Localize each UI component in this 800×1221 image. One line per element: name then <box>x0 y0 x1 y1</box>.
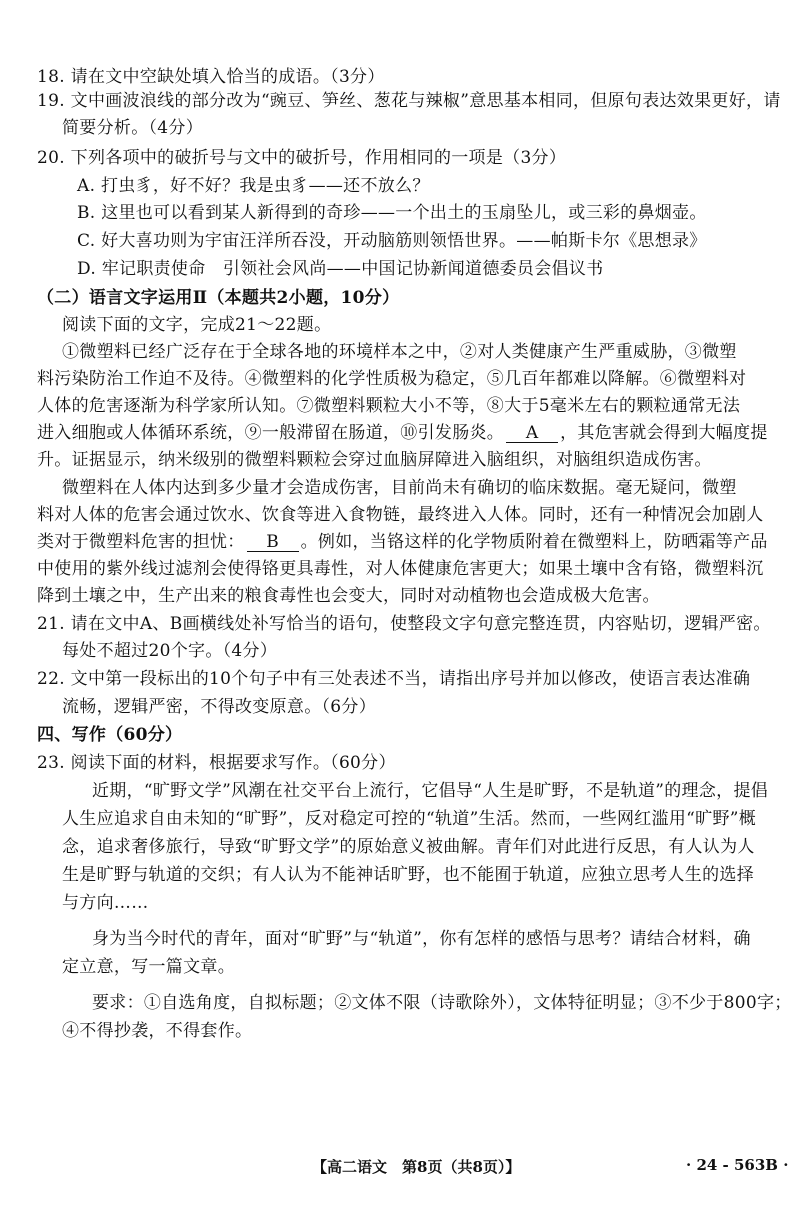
passage-1-line-2: 料污染防治工作迫不及待。④微塑料的化学性质极为稳定，⑤几百年都难以降解。⑥微塑料对 <box>37 369 747 389</box>
question-18: 18. 请在文中空缺处填入恰当的成语。（3分） <box>37 67 385 87</box>
question-20-option-a: A. 打虫豸，好不好？我是虫豸——还不放么？ <box>77 176 430 196</box>
footer-page-info: 【高二语文 第8页（共8页）】 <box>312 1158 521 1176</box>
passage-2-line-4: 中使用的紫外线过滤剂会使得铬更具毒性，对人体健康危害更大；如果土壤中含有铬，微塑料沉 <box>37 559 764 579</box>
passage-1-line-4-text: 进入细胞或人体循环系统，⑨一般滞留在肠道，⑩引发肠炎。 <box>37 423 505 443</box>
question-20-option-d: D. 牢记职责使命 引领社会风尚——中国记协新闻道德委员会倡议书 <box>77 259 604 279</box>
prompt-line-1: 身为当今时代的青年，面对“旷野”与“轨道”，你有怎样的感悟与思考？请结合材料，确 <box>92 929 751 949</box>
passage-1-line-3: 人体的危害逐渐为科学家所认知。⑦微塑料颗粒大小不等，⑧大于5毫米左右的颗粒通常无法 <box>37 396 741 416</box>
section-4-title: 四、写作（60分） <box>37 725 183 745</box>
question-21-line-2: 每处不超过20个字。（4分） <box>62 641 278 661</box>
material-line-3: 念，追求奢侈旅行，导致“旷野文学”的原始意义被曲解。青年们对此进行反思，有人认为人 <box>62 837 755 857</box>
material-line-2: 人生应追求自由未知的“旷野”，反对稳定可控的“轨道”生活。然而，一些网红滥用“旷野”概 <box>62 809 757 829</box>
passage-2-line-2: 料对人体的危害会通过饮水、饮食等进入食物链，最终进入人体。同时，还有一种情况会加剧人 <box>37 505 764 525</box>
passage-1-line-4 <box>37 422 768 444</box>
question-19-line-1: 19. 文中画波浪线的部分改为“豌豆、笋丝、葱花与辣椒”意思基本相同，但原句表达效果更好，请 <box>37 91 781 111</box>
requirements-line-1: 要求：①自选角度，自拟标题；②文体不限（诗歌除外），文体特征明显；③不少于800字； <box>92 993 792 1013</box>
passage-2-line-3 <box>37 531 768 553</box>
section-2-title: （二）语言文字运用Ⅱ（本题共2小题，10分） <box>37 288 400 308</box>
question-20-stem: 20. 下列各项中的破折号与文中的破折号，作用相同的一项是（3分） <box>37 148 567 168</box>
passage-2-line-3-text: 类对于微塑料危害的担忧： <box>37 532 245 552</box>
passage-1-line-5: 升。证据显示，纳米级别的微塑料颗粒会穿过血脑屏障进入脑组织，对脑组织造成伤害。 <box>37 450 712 470</box>
passage-2-line-5: 降到土壤之中，生产出来的粮食毒性也会变大，同时对动植物也会造成极大危害。 <box>37 586 660 606</box>
material-line-4: 生是旷野与轨道的交织；有人认为不能神话旷野，也不能囿于轨道，应独立思考人生的选择 <box>62 865 754 885</box>
passage-1-line-1: ①微塑料已经广泛存在于全球各地的环境样本之中，②对人类健康产生严重威胁，③微塑 <box>62 342 737 362</box>
passage-2-line-1: 微塑料在人体内达到多少量才会造成伤害，目前尚未有确切的临床数据。毫无疑问，微塑 <box>62 478 737 498</box>
material-line-5: 与方向…… <box>62 893 149 913</box>
question-20-option-c: C. 好大喜功则为宇宙汪洋所吞没，开动脑筋则领悟世界。——帕斯卡尔《思想录》 <box>77 231 707 251</box>
question-22-line-2: 流畅，逻辑严密，不得改变原意。（6分） <box>62 697 377 717</box>
question-20-option-b: B. 这里也可以看到某人新得到的奇珍——一个出土的玉扇坠儿，或三彩的鼻烟壶。 <box>77 203 707 223</box>
passage-2-line-3-tail: 。例如，当铬这样的化学物质附着在微塑料上，防晒霜等产品 <box>300 532 768 552</box>
question-19-line-2: 简要分析。（4分） <box>62 118 204 138</box>
question-23-stem: 23. 阅读下面的材料，根据要求写作。（60分） <box>37 753 396 773</box>
blank-b: B <box>247 533 299 552</box>
question-21-line-1: 21. 请在文中A、B画横线处补写恰当的语句，使整段文字句意完整连贯，内容贴切，逻辑严密。 <box>37 614 771 634</box>
passage-1-line-4-tail: ，其危害就会得到大幅度提 <box>560 423 768 443</box>
prompt-line-2: 定立意，写一篇文章。 <box>62 957 235 977</box>
material-line-1: 近期，“旷野文学”风潮在社交平台上流行，它倡导“人生是旷野，不是轨道”的理念，提倡 <box>92 781 769 801</box>
question-22-line-1: 22. 文中第一段标出的10个句子中有三处表述不当，请指出序号并加以修改，使语言表达准确 <box>37 669 751 689</box>
requirements-line-2: ④不得抄袭，不得套作。 <box>62 1021 253 1041</box>
blank-a: A <box>506 424 558 443</box>
footer-exam-code: · 24 - 563B · <box>686 1156 789 1174</box>
section-2-intro: 阅读下面的文字，完成21～22题。 <box>62 315 332 335</box>
